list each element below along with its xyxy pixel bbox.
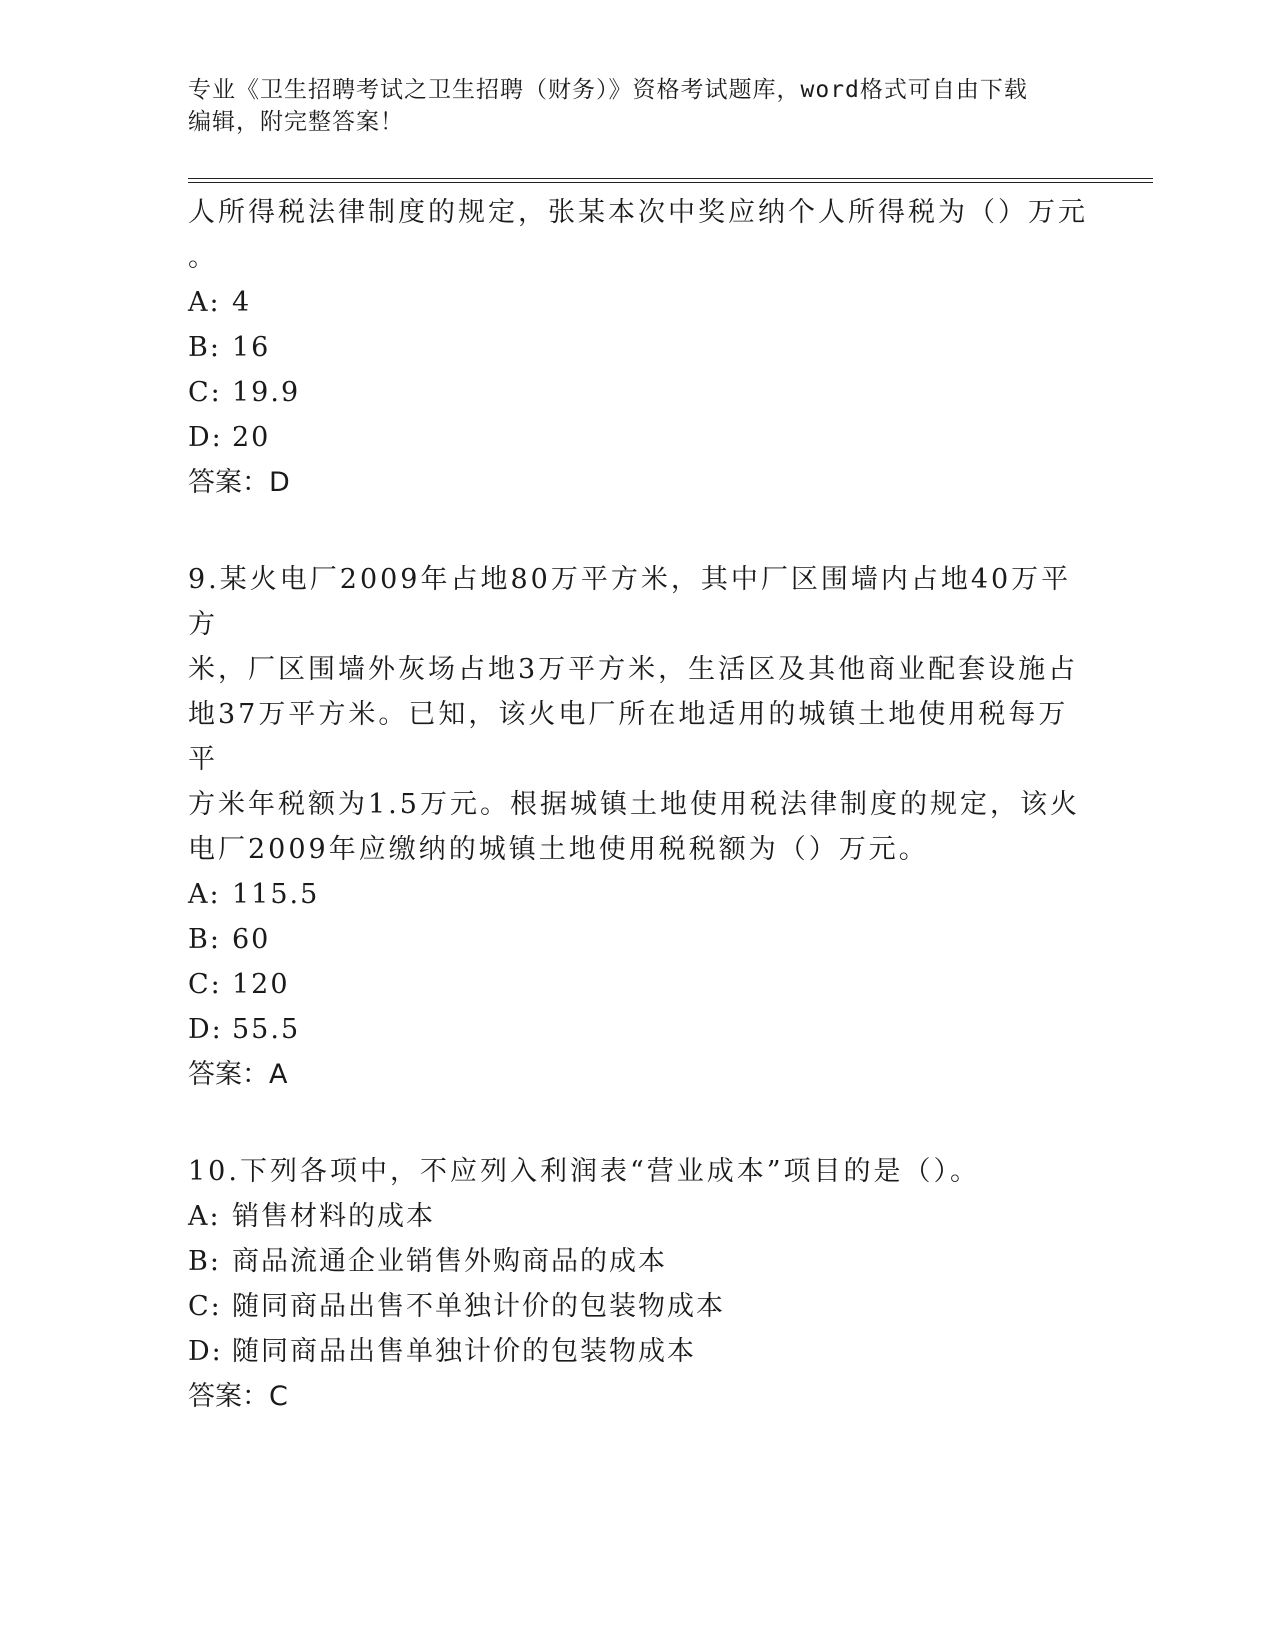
question-text-line: 米，厂区围墙外灰场占地3万平方米，生活区及其他商业配套设施占: [188, 654, 1079, 685]
option-label: D:: [188, 1336, 223, 1367]
answer: 答案：A: [188, 1059, 288, 1090]
answer: 答案：D: [188, 467, 290, 498]
question-text-line: 电厂2009年应缴纳的城镇土地使用税税额为（）万元。: [188, 834, 929, 865]
question-text-line: 10.下列各项中，不应列入利润表“营业成本”项目的是（）。: [188, 1156, 981, 1187]
option-value: 60: [232, 924, 271, 955]
header-line-2: 编辑，附完整答案！: [188, 109, 404, 135]
option-b: [188, 917, 1088, 962]
option-label: B:: [188, 332, 221, 363]
option-value: 16: [232, 332, 271, 363]
option-d: [188, 1329, 1088, 1374]
question-text-line: 。: [188, 242, 218, 273]
option-label: D:: [188, 1014, 223, 1045]
option-c: [188, 370, 1088, 415]
spacer: [188, 1097, 1088, 1149]
option-b: [188, 1239, 1088, 1284]
option-value: 120: [232, 969, 290, 1000]
option-a: [188, 1194, 1088, 1239]
option-c: [188, 962, 1088, 1007]
option-value: 115.5: [232, 879, 320, 910]
option-a: [188, 280, 1088, 325]
option-label: C:: [188, 1291, 222, 1322]
option-value: 4: [232, 287, 252, 318]
question-text-line: 人所得税法律制度的规定，张某本次中奖应纳个人所得税为（）万元: [188, 197, 1088, 228]
option-label: A:: [188, 287, 221, 318]
question-text-line: 9.某火电厂2009年占地80万平方米，其中厂区围墙内占地40万平方: [188, 564, 1072, 640]
option-value: 55.5: [232, 1014, 301, 1045]
question-10: [188, 1149, 1088, 1419]
option-label: C:: [188, 377, 222, 408]
question-text-line: 方米年税额为1.5万元。根据城镇土地使用税法律制度的规定，该火: [188, 789, 1080, 820]
option-value: 随同商品出售单独计价的包装物成本: [232, 1336, 696, 1367]
option-value: 随同商品出售不单独计价的包装物成本: [232, 1291, 725, 1322]
option-b: [188, 325, 1088, 370]
answer: 答案：C: [188, 1381, 288, 1412]
option-d: [188, 1007, 1088, 1052]
option-label: A:: [188, 879, 221, 910]
header-divider: [188, 178, 1153, 183]
option-c: [188, 1284, 1088, 1329]
question-9: [188, 557, 1088, 1097]
option-label: D:: [188, 422, 223, 453]
option-label: B:: [188, 1246, 221, 1277]
option-a: [188, 872, 1088, 917]
option-value: 商品流通企业销售外购商品的成本: [232, 1246, 667, 1277]
header-line-1: 专业《卫生招聘考试之卫生招聘（财务）》资格考试题库，word格式可自由下载: [188, 77, 1028, 103]
option-label: C:: [188, 969, 222, 1000]
question-text-line: 地37万平方米。已知，该火电厂所在地适用的城镇土地使用税每万平: [188, 699, 1069, 775]
option-label: A:: [188, 1201, 221, 1232]
question-list: [188, 190, 1088, 1419]
option-value: 20: [232, 422, 271, 453]
spacer: [188, 505, 1088, 557]
option-d: [188, 415, 1088, 460]
document-header: [188, 74, 1088, 138]
option-value: 19.9: [232, 377, 301, 408]
question-8: [188, 190, 1088, 505]
option-value: 销售材料的成本: [232, 1201, 435, 1232]
option-label: B:: [188, 924, 221, 955]
